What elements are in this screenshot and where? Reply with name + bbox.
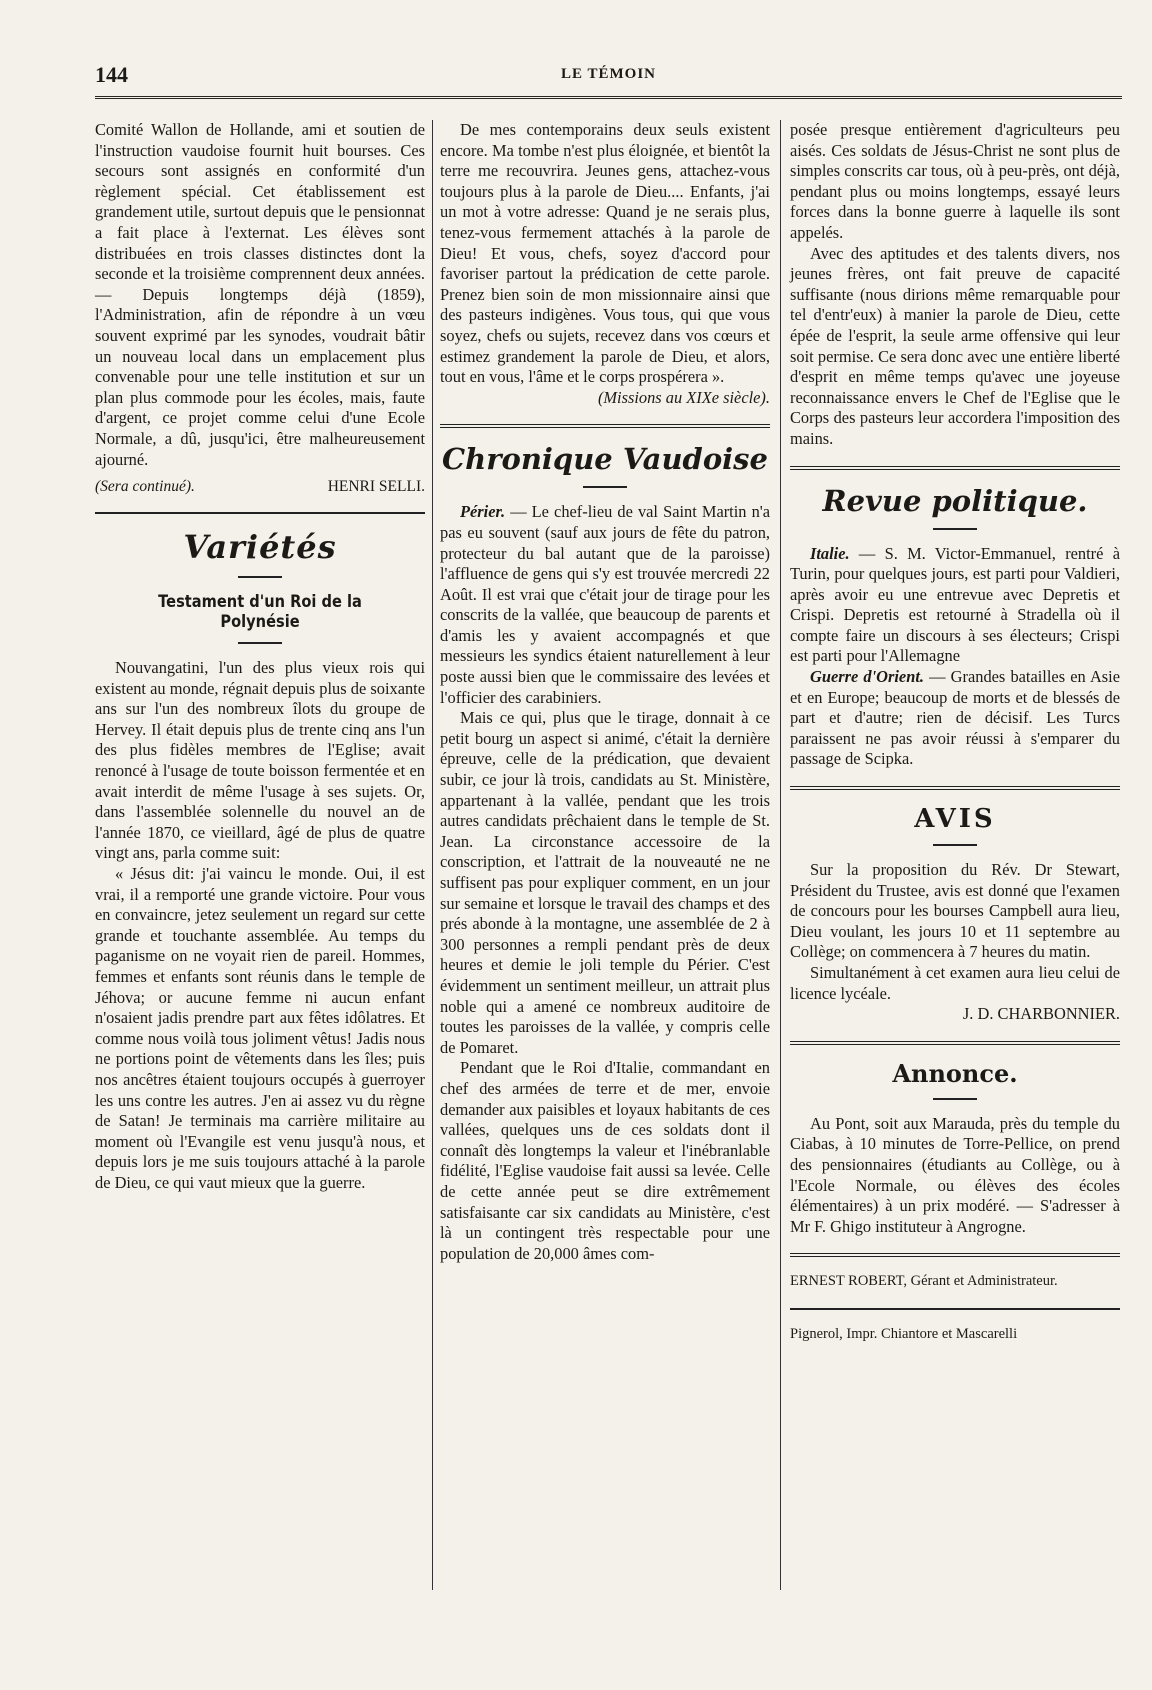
- column-right: [790, 120, 1120, 1345]
- section-divider: [790, 1041, 1120, 1045]
- printer-line: Pignerol, Impr. Chiantore et Mascarelli: [790, 1325, 1018, 1342]
- gerant-line: ERNEST ROBERT, Gérant et Administrateur.: [790, 1273, 1058, 1290]
- title-dash: [933, 528, 977, 530]
- topic-name: Guerre d'Orient.: [810, 667, 924, 687]
- annonce-title: Annonce.: [892, 1058, 1018, 1088]
- paragraph: [790, 544, 1120, 668]
- column-middle: [440, 120, 770, 1264]
- column-divider: [432, 120, 433, 1590]
- title-dash: [933, 1098, 977, 1100]
- section-divider: [790, 1308, 1120, 1310]
- section-divider: [790, 786, 1120, 790]
- title-dash: [933, 844, 977, 846]
- section-divider: [790, 1253, 1120, 1257]
- paragraph: [440, 502, 770, 708]
- title-dash: [238, 576, 282, 578]
- section-divider: [790, 466, 1120, 470]
- paragraph: Comité Wallon de Hollande, ami et soutien de l'instruction vaudoise fournit huit bourses. Ces secours sont assignés en conformité d'un règlement spécial. Cet établissement est grandement utile, surtout depuis que le pensionnat a fait place à l'externat. Les élèves sont distribuées en trois classes distinctes dont la seconde et la troisième comprennent deux années. — Depuis longtemps déjà (1859), l'Administration, afin de répondre à un vœu souvent exprimé par les synodes, voudrait bâtir un nouveau local dans un emplacement plus convenable pour une telle institution et sur un plan plus commode pour les écoles, mais, faute d'argent, ce projet comme celui d'une Ecole Normale, a dû, jusqu'ici, être malheureusement ajourné.: [95, 120, 426, 469]
- author-name: HENRI SELLI.: [327, 478, 425, 496]
- paragraph: posée presque entièrement d'agriculteurs peu aisés. Ces soldats de Jésus-Christ ne sont plus de simples conscrits car tous, où à peu-près, ont déjà, pendant plus ou moins longtemps, essayé leurs forces dans la bonne guerre à laquelle ils sont appelés.: [790, 120, 1120, 242]
- paragraph: Pendant que le Roi d'Italie, commandant en chef des armées de terre et de mer, envoie demander aux paisibles et loyaux habitants de ces vallées, quelques uns de ces soldats dont il connaît dès longtemps la valeur et l'inébranlable fidélité, l'Eglise vaudoise fait aussi sa levée. Celle de cette année peut se dire extrêmement satisfaisante car six candidats au Ministère, c'est là un contingent très respectable pour une population de 20,000 âmes com-: [440, 1058, 770, 1263]
- paragraph: Avec des aptitudes et des talents divers, nos jeunes frères, ont fait preuve de capacité suffisante (nous dirions même remarquable pour tel d'entr'eux) à manier la parole de Dieu, cette épée de l'esprit, la seule arme offensive qui leur soit permise. Ce sera donc avec une entière liberté d'esprit en même temps qu'avec une joyeuse reconnaissance envers le Chef de l'Eglise que le Corps des pasteurs leur accordera l'imposition des mains.: [790, 243, 1120, 448]
- paragraph: Mais ce qui, plus que le tirage, donnait à ce petit bourg un aspect si animé, c'était la dernière épreuve, celle de la prédication, que devaient subir, ce jour là trois, candidats au St. Ministère, appartenant à la vallée, pendant que les trois autres candidats prêchaient dans le temple de St. Jean. La circonstance accessoire de la conscription, et l'attrait de la nouveauté ne ne suffisent pas pour expliquer comment, en un jour sur semaine et lorsque le travail des champs et des prés abonde à la montagne, une assemblée de 2 à 300 personnes a rempli pendant près de deux heures et demie le joli temple du Périer. C'est évidemment un sentiment meilleur, un attrait plus noble qui a amené ce nombreux auditoire de toutes les paroisses de la vallée, y compris celle de Pomaret.: [440, 708, 770, 1057]
- title-dash: [583, 486, 627, 488]
- title-dash: [238, 642, 282, 644]
- paragraph: De mes contemporains deux seuls existent encore. Ma tombe n'est plus éloignée, et bientôt la terre me recouvrira. Jeunes gens, attachez-vous toujours plus à la parole de Dieu.... Enfants, j'ai un mot à votre adresse: Quand je ne serais plus, tenez-vous fermement attachés à la parole de Dieu! Et vous, chefs, soyez d'accord pour favoriser partout la prédication de cette parole. Prenez bien soin de mon missionnaire ainsi que des pasteurs indigènes. Vous tous, qui que vous soyez, chefs ou sujets, recevez dans vos cœurs et estimez grandement la parole de Dieu, et alors, tout en vous, l'âme et le corps prospérera ».: [440, 120, 770, 387]
- paragraph: [790, 667, 1120, 770]
- header-rule: [95, 96, 1122, 99]
- column-divider: [780, 120, 781, 1590]
- paragraph: Sur la proposition du Rév. Dr Stewart, Président du Trustee, avis est donné que l'examen de concours pour les bourses Campbell aura lieu, Dieu voulant, les jours 10 et 11 septembre au Collège; on commencera à 7 heures du matin.: [790, 860, 1120, 962]
- avis-signature: J. D. CHARBONNIER.: [962, 1004, 1120, 1024]
- article-title: Testament d'un Roi de la Polynésie: [158, 592, 362, 633]
- section-title-revue: Revue politique.: [822, 483, 1088, 518]
- place-name: Périer.: [460, 502, 506, 522]
- paragraph-text: — Le chef-lieu de val Saint Martin n'a pas eu souvent (sauf aux jours de fête du patron, protecteur du bal autant que de la paroisse) l'affluence de gens qui s'y est trouvée mercredi 22 Août. Il est vrai que c'était jour de tirage pour les conscrits de la vallée, que beaucoup de parents et d'amis les y avaient accompagnés et que messieurs les syndics étaient naturellement à leur poste aussi bien que le commissaire des levées et l'officier des carabiniers.: [440, 502, 770, 707]
- paragraph: Nouvangatini, l'un des plus vieux rois qui existent au monde, régnait depuis plus de soixante ans sur l'un des nombreux îlots du groupe de Hervey. Il était depuis plus de trente cinq ans l'un des plus fidèles membres de l'Eglise; avait renoncé à l'usage de toute boisson fermentée et en avait interdit de même l'usage à ses sujets. Or, dans l'assemblée solennelle du nouvel an de l'année 1870, ce vieillard, âgé de plus de quatre vingt ans, parla comme suit:: [95, 658, 425, 863]
- section-title-chronique: Chronique Vaudoise: [442, 442, 768, 477]
- column-left: [95, 120, 425, 1194]
- journal-title: LE TÉMOIN: [561, 66, 656, 82]
- page-number: 144: [95, 62, 128, 87]
- paragraph-text: — S. M. Victor-Emmanuel, rentré à Turin, pour quelques jours, est parti pour Valdieri, après avoir eu une entrevue avec Depretis et Crispi. Depretis est retourné à Stradella où il compte faire un discours à ses électeurs; Crispi est parti pour l'Allemagne: [790, 543, 1120, 666]
- section-divider: [440, 424, 770, 428]
- paragraph: Au Pont, soit aux Marauda, près du temple du Ciabas, à 10 minutes de Torre-Pellice, on prend des pensionnaires (étudiants au Collège, ou à l'Ecole Normale, ou élèves des écoles élémentaires) à un prix modéré. — S'adresser à Mr F. Ghigo instituteur à Angrogne.: [790, 1113, 1120, 1236]
- paragraph-text: — Grandes batailles en Asie et en Europe; beaucoup de morts et de blessés de part et d'autre; rien de décisif. Les Turcs paraissent ne pas avoir réussi à s'emparer du passage de Scipka.: [790, 667, 1120, 769]
- section-divider: [95, 512, 425, 514]
- source-note: (Missions au XIXe siècle).: [597, 387, 770, 407]
- paragraph: Simultanément à cet examen aura lieu celui de licence lycéale.: [790, 963, 1120, 1003]
- signature-line: [95, 478, 425, 496]
- continued-note: (Sera continué).: [95, 478, 195, 496]
- page-header: [95, 62, 1122, 92]
- section-title-varietes: Variétés: [183, 528, 337, 567]
- country-name: Italie.: [810, 543, 850, 563]
- paragraph: « Jésus dit: j'ai vaincu le monde. Oui, il est vrai, il a remporté une grande victoire. Pour vous en convaincre, jetez seulement un regard sur cette grande et touchante assemblée. Au temps du paganisme on ne voyait rien de pareil. Hommes, femmes et enfants sont réunis dans le temple de Jéhova; or aucune femme ni aucun enfant n'osaient jadis prendre part aux fêtes idôlatres. Et comme nous voilà tous joliment vêtus! Jadis nous ne portions point de vêtements dans les îles; puis nos ancêtres étaient toujours occupés à guerroyer les uns contre les autres. J'en ai assez vu du règne de Satan! Je terminais ma carrière militaire au moment où l'Evangile est venu jusqu'à nous, et depuis lors je me suis toujours attaché à la parole de Dieu, ce qui vaut mieux que la guerre.: [95, 864, 425, 1192]
- avis-title: AVIS: [914, 804, 996, 835]
